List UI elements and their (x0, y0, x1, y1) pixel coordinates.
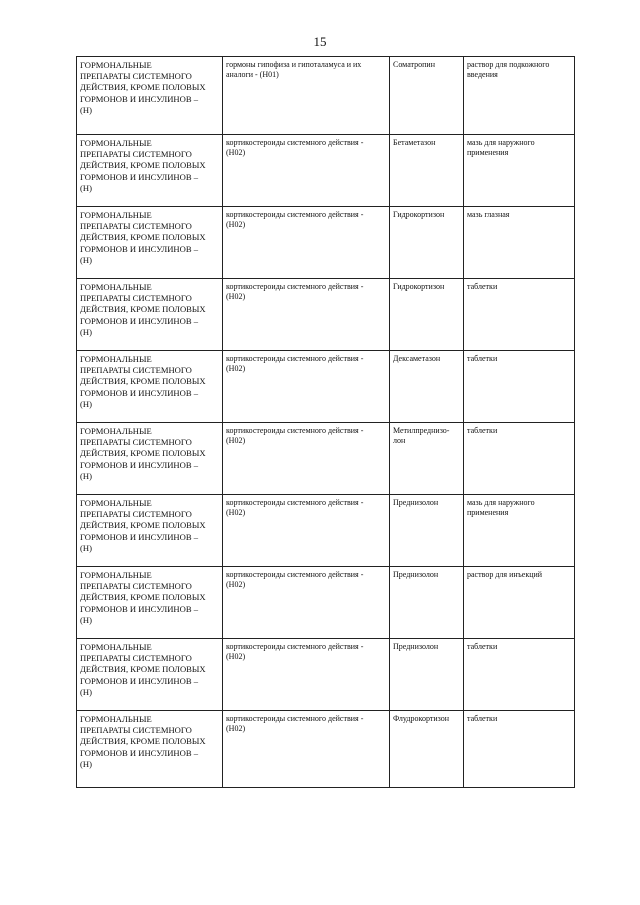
inn-cell: Флудрокортизон (390, 711, 464, 788)
inn-cell: Дексаметазон (390, 351, 464, 423)
table-row (77, 135, 575, 207)
table-row (77, 57, 575, 135)
subgroup-cell: гормоны гипофиза и гипоталамуса и их аналоги - (H01) (223, 57, 390, 135)
group-cell: ГОРМОНАЛЬНЫЕ ПРЕПАРАТЫ СИСТЕМНОГО ДЕЙСТВИЯ, КРОМЕ ПОЛОВЫХ ГОРМОНОВ И ИНСУЛИНОВ – (H) (77, 567, 223, 639)
table-row (77, 279, 575, 351)
table-row (77, 567, 575, 639)
group-cell: ГОРМОНАЛЬНЫЕ ПРЕПАРАТЫ СИСТЕМНОГО ДЕЙСТВИЯ, КРОМЕ ПОЛОВЫХ ГОРМОНОВ И ИНСУЛИНОВ – (H) (77, 279, 223, 351)
group-cell: ГОРМОНАЛЬНЫЕ ПРЕПАРАТЫ СИСТЕМНОГО ДЕЙСТВИЯ, КРОМЕ ПОЛОВЫХ ГОРМОНОВ И ИНСУЛИНОВ – (H) (77, 423, 223, 495)
table-row (77, 495, 575, 567)
dosage-form-cell: таблетки (464, 279, 575, 351)
group-cell: ГОРМОНАЛЬНЫЕ ПРЕПАРАТЫ СИСТЕМНОГО ДЕЙСТВИЯ, КРОМЕ ПОЛОВЫХ ГОРМОНОВ И ИНСУЛИНОВ – (H) (77, 135, 223, 207)
dosage-form-cell: таблетки (464, 711, 575, 788)
subgroup-cell: кортикостероиды системного действия - (H02) (223, 207, 390, 279)
inn-cell: Преднизолон (390, 567, 464, 639)
subgroup-cell: кортикостероиды системного действия - (H02) (223, 135, 390, 207)
group-cell: ГОРМОНАЛЬНЫЕ ПРЕПАРАТЫ СИСТЕМНОГО ДЕЙСТВИЯ, КРОМЕ ПОЛОВЫХ ГОРМОНОВ И ИНСУЛИНОВ – (H) (77, 207, 223, 279)
subgroup-cell: кортикостероиды системного действия - (H02) (223, 279, 390, 351)
dosage-form-cell: таблетки (464, 423, 575, 495)
subgroup-cell: кортикостероиды системного действия - (H02) (223, 495, 390, 567)
table-row (77, 711, 575, 788)
dosage-form-cell: мазь для наружного применения (464, 495, 575, 567)
dosage-form-cell: мазь для наружного применения (464, 135, 575, 207)
group-cell: ГОРМОНАЛЬНЫЕ ПРЕПАРАТЫ СИСТЕМНОГО ДЕЙСТВИЯ, КРОМЕ ПОЛОВЫХ ГОРМОНОВ И ИНСУЛИНОВ – (H) (77, 351, 223, 423)
dosage-form-cell: таблетки (464, 639, 575, 711)
group-cell: ГОРМОНАЛЬНЫЕ ПРЕПАРАТЫ СИСТЕМНОГО ДЕЙСТВИЯ, КРОМЕ ПОЛОВЫХ ГОРМОНОВ И ИНСУЛИНОВ – (H) (77, 495, 223, 567)
table-row (77, 207, 575, 279)
table-row (77, 639, 575, 711)
table-row (77, 423, 575, 495)
inn-cell: Гидрокортизон (390, 279, 464, 351)
subgroup-cell: кортикостероиды системного действия - (H02) (223, 423, 390, 495)
page-number: 15 (313, 34, 327, 49)
group-cell: ГОРМОНАЛЬНЫЕ ПРЕПАРАТЫ СИСТЕМНОГО ДЕЙСТВИЯ, КРОМЕ ПОЛОВЫХ ГОРМОНОВ И ИНСУЛИНОВ – (H) (77, 639, 223, 711)
inn-cell: Преднизолон (390, 495, 464, 567)
inn-cell: Соматропин (390, 57, 464, 135)
inn-cell: Гидрокортизон (390, 207, 464, 279)
dosage-form-cell: мазь глазная (464, 207, 575, 279)
table-row (77, 351, 575, 423)
dosage-form-cell: раствор для инъекций (464, 567, 575, 639)
group-cell: ГОРМОНАЛЬНЫЕ ПРЕПАРАТЫ СИСТЕМНОГО ДЕЙСТВИЯ, КРОМЕ ПОЛОВЫХ ГОРМОНОВ И ИНСУЛИНОВ – (H) (77, 711, 223, 788)
subgroup-cell: кортикостероиды системного действия - (H02) (223, 567, 390, 639)
inn-cell: Преднизолон (390, 639, 464, 711)
subgroup-cell: кортикостероиды системного действия - (H02) (223, 351, 390, 423)
subgroup-cell: кортикостероиды системного действия - (H02) (223, 711, 390, 788)
dosage-form-cell: раствор для подкожного введения (464, 57, 575, 135)
dosage-form-cell: таблетки (464, 351, 575, 423)
inn-cell: Бетаметазон (390, 135, 464, 207)
inn-cell: Метилпреднизо- лон (390, 423, 464, 495)
subgroup-cell: кортикостероиды системного действия - (H02) (223, 639, 390, 711)
group-cell: ГОРМОНАЛЬНЫЕ ПРЕПАРАТЫ СИСТЕМНОГО ДЕЙСТВИЯ, КРОМЕ ПОЛОВЫХ ГОРМОНОВ И ИНСУЛИНОВ – (H) (77, 57, 223, 135)
drug-table (76, 56, 575, 788)
